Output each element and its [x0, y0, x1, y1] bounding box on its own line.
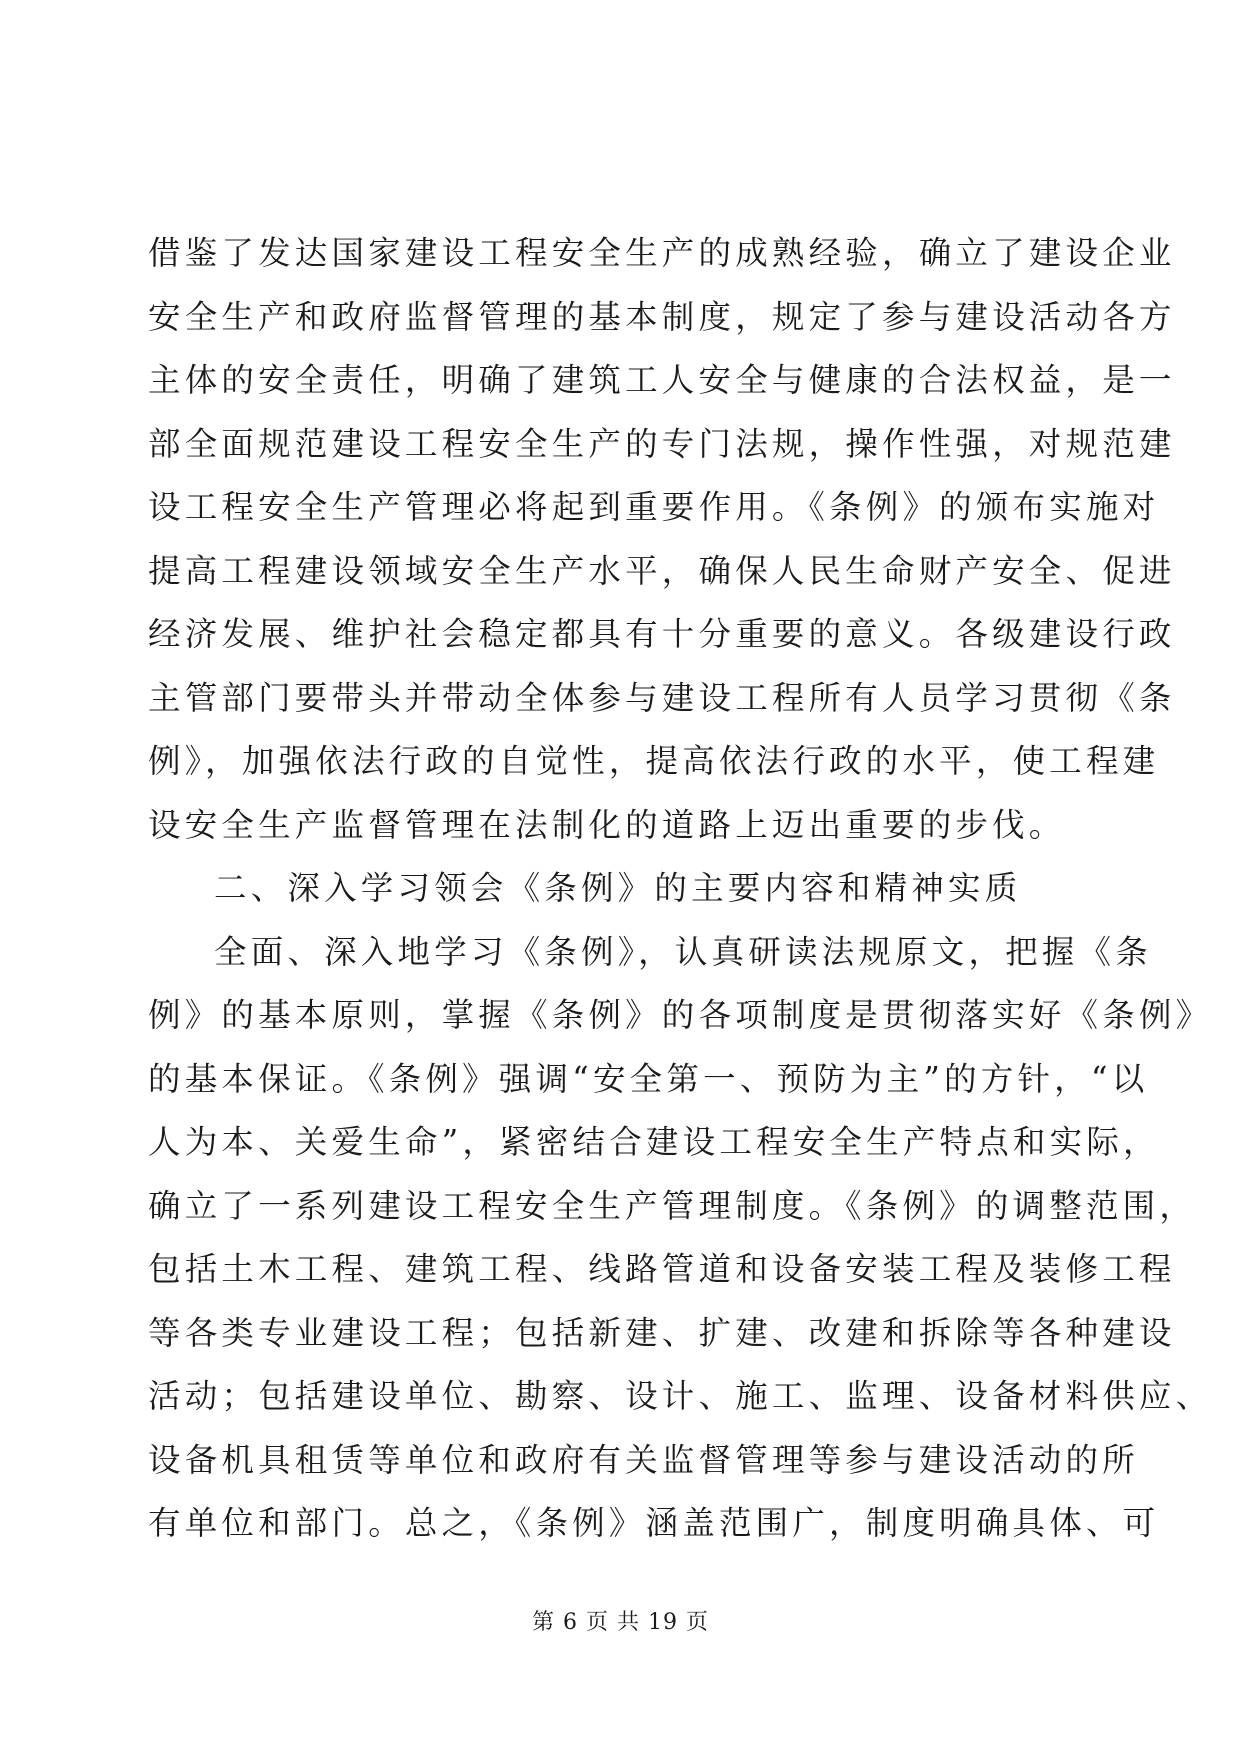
- body-line: 有单位和部门。总之，《条例》涵盖范围广，制度明确具体、可: [148, 1504, 1160, 1542]
- body-line: 的基本保证。《条例》强调“安全第一、预防为主”的方针，“以: [148, 1059, 1149, 1098]
- body-line: 部全面规范建设工程安全生产的专门法规，操作性强，对规范建: [148, 424, 1176, 463]
- body-line: 例》，加强依法行政的自觉性，提高依法行政的水平，使工程建: [148, 742, 1160, 780]
- section-heading: 二、深入学习领会《条例》的主要内容和精神实质: [214, 869, 1022, 907]
- body-line: 主管部门要带头并带动全体参与建设工程所有人员学习贯彻《条: [148, 678, 1176, 717]
- body-line: 设安全生产监督管理在法制化的道路上迈出重要的步伐。: [148, 805, 1066, 844]
- body-line: 人为本、关爱生命”，紧密结合建设工程安全生产特点和实际，: [148, 1123, 1160, 1161]
- body-line: 等各类专业建设工程；包括新建、扩建、改建和拆除等各种建设: [148, 1313, 1176, 1352]
- body-line: 借鉴了发达国家建设工程安全生产的成熟经验，确立了建设企业: [148, 234, 1176, 272]
- body-line: 确立了一系列建设工程安全生产管理制度。《条例》的调整范围，: [148, 1186, 1197, 1225]
- paragraph-first-line: 全面、深入地学习《条例》，认真研读法规原文，把握《条: [214, 932, 1152, 971]
- body-line: 经济发展、维护社会稳定都具有十分重要的意义。各级建设行政: [148, 615, 1176, 653]
- body-line: 安全生产和政府监督管理的基本制度，规定了参与建设活动各方: [148, 297, 1176, 336]
- body-line: 包括土木工程、建筑工程、线路管道和设备安装工程及装修工程: [148, 1250, 1176, 1288]
- body-line: 提高工程建设领域安全生产水平，确保人民生命财产安全、促进: [148, 551, 1176, 590]
- document-body: [148, 222, 1213, 1556]
- page-number-footer: 第 6 页 共 19 页: [532, 1610, 709, 1635]
- body-line: 主体的安全责任，明确了建筑工人安全与健康的合法权益，是一: [148, 361, 1176, 399]
- body-line: 设备机具租赁等单位和政府有关监督管理等参与建设活动的所: [148, 1440, 1139, 1479]
- body-line: 设工程安全生产管理必将起到重要作用。《条例》的颁布实施对: [148, 488, 1160, 526]
- body-line: 活动；包括建设单位、勘察、设计、施工、监理、设备材料供应、: [148, 1377, 1213, 1415]
- body-line: 例》的基本原则，掌握《条例》的各项制度是贯彻落实好《条例》: [148, 996, 1213, 1034]
